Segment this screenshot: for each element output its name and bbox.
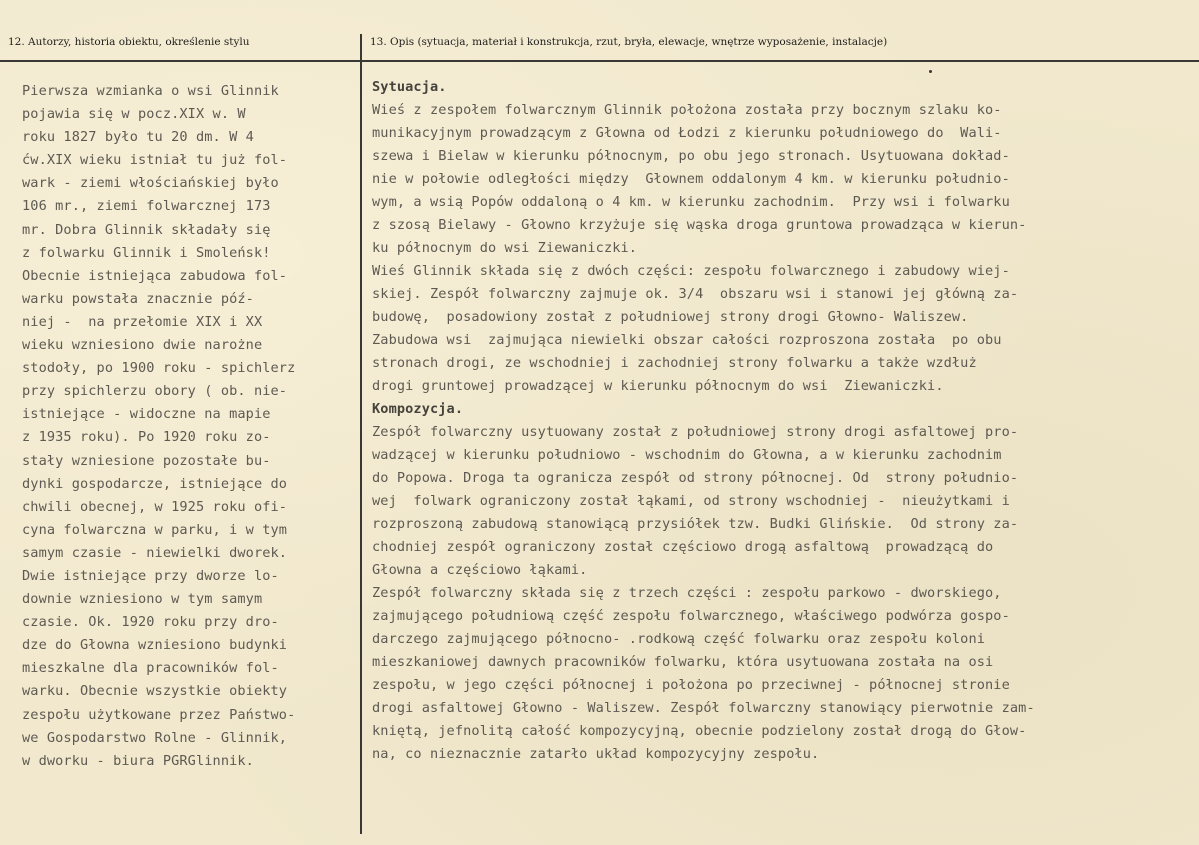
description-text-line: ku północnym do wsi Ziewaniczki. bbox=[372, 240, 638, 256]
description-text-line: Wieś z zespołem folwarcznym Glinnik położona została przy bocznym szlaku ko- bbox=[372, 102, 1002, 118]
history-text-line: 106 mr., ziemi folwarcznej 173 bbox=[22, 198, 271, 215]
history-text-line: stodoły, po 1900 roku - spichlerz bbox=[22, 360, 296, 377]
history-text-line: roku 1827 było tu 20 dm. W 4 bbox=[22, 129, 254, 146]
history-text-line: niej - na przełomie XIX i XX bbox=[22, 313, 263, 330]
history-text-line: czasie. Ok. 1920 roku przy dro- bbox=[22, 614, 279, 631]
history-text-line: cyna folwarczna w parku, i w tym bbox=[22, 521, 288, 538]
history-text-line: dze do Głowna wzniesiono budynki bbox=[22, 637, 288, 654]
description-text-line: z szosą Bielawy - Głowno krzyżuje się wąska droga gruntowa prowadząca w kierun- bbox=[372, 217, 1027, 233]
description-text-line: na, co nieznacznie zatarło układ kompozycyjny zespołu. bbox=[372, 746, 820, 762]
history-text-line: istniejące - widoczne na mapie bbox=[22, 406, 271, 423]
history-text-line: mr. Dobra Glinnik składały się bbox=[22, 221, 271, 238]
description-text-line: skiej. Zespół folwarczny zajmuje ok. 3/4 obszaru wsi i stanowi jej główną za- bbox=[372, 286, 1019, 302]
history-text-line: warku. Obecnie wszystkie obiekty bbox=[22, 683, 288, 700]
description-text-line: wym, a wsią Popów oddaloną o 4 km. w kierunku zachodnim. Przy wsi i folwarku bbox=[372, 194, 1010, 210]
description-text-line: nie w połowie odległości między Głownem oddalonym 4 km. w kierunku południo- bbox=[372, 171, 1010, 187]
history-text-line: warku powstała znacznie póź- bbox=[22, 290, 254, 307]
description-text-line: zajmującego południową część zespołu folwarcznego, właściwego podwórza gospo- bbox=[372, 608, 1010, 624]
header-rule bbox=[0, 60, 1199, 62]
history-text-line: wark - ziemi włościańskiej było bbox=[22, 175, 279, 192]
history-text-line: mieszkalne dla pracowników fol- bbox=[22, 660, 279, 677]
description-text-line: budowę, posadowiony został z południowej strony drogi Głowno- Waliszew. bbox=[372, 309, 969, 325]
column-divider bbox=[360, 34, 362, 834]
description-text-line: drogi gruntowej prowadzącej w kierunku północnym do wsi Ziewaniczki. bbox=[372, 378, 944, 394]
description-text-line: Wieś Glinnik składa się z dwóch części: zespołu folwarcznego i zabudowy wiej- bbox=[372, 263, 1010, 279]
description-text-line: munikacyjnym prowadzącym z Głowna od Łodzi z kierunku południowego do Wali- bbox=[372, 125, 1002, 141]
history-text-line: ćw.XIX wieku istniał tu już fol- bbox=[22, 152, 288, 169]
history-text-line: we Gospodarstwo Rolne - Glinnik, bbox=[22, 729, 288, 746]
description-text-line: mieszkaniowej dawnych pracowników folwarku, która usytuowana została na osi bbox=[372, 654, 994, 670]
history-text-line: z folwarku Glinnik i Smoleńsk! bbox=[22, 244, 271, 261]
description-text-line: rozproszoną zabudową stanowiącą przysiółek tzw. Budki Glińskie. Od strony za- bbox=[372, 516, 1019, 532]
section-heading: Kompozycja. bbox=[372, 401, 464, 417]
description-text-column bbox=[372, 76, 1192, 766]
section-12-header: 12. Autorzy, historia obiektu, określenie stylu bbox=[8, 36, 250, 48]
history-text-line: Pierwsza wzmianka o wsi Glinnik bbox=[22, 83, 279, 99]
description-text-line: wej folwark ograniczony został łąkami, od strony wschodniej - nieużytkami i bbox=[372, 493, 1010, 509]
description-text-line: wadzącej w kierunku południowo - wschodnim do Głowna, a w kierunku zachodnim bbox=[372, 447, 1002, 463]
section-13-header: 13. Opis (sytuacja, materiał i konstrukcja, rzut, bryła, elewacje, wnętrze wyposażenie, instalacje) bbox=[370, 36, 888, 48]
history-text-line: zespołu użytkowane przez Państwo- bbox=[22, 706, 296, 723]
history-text-line: Dwie istniejące przy dworze lo- bbox=[22, 567, 279, 584]
history-text-line: w dworku - biura PGRGlinnik. bbox=[22, 752, 254, 769]
history-text-line: z 1935 roku). Po 1920 roku zo- bbox=[22, 429, 271, 446]
description-text-line: drogi asfaltowej Głowno - Waliszew. Zespół folwarczny stanowiący pierwotnie zam- bbox=[372, 700, 1035, 716]
history-text-line: przy spichlerzu obory ( ob. nie- bbox=[22, 383, 288, 400]
description-text-line: zespołu, w jego części północnej i położona po przeciwnej - północnej stronie bbox=[372, 677, 1010, 693]
history-text-line: stały wzniesione pozostałe bu- bbox=[22, 452, 271, 469]
history-text-line: dynki gospodarcze, istniejące do bbox=[22, 475, 288, 492]
description-text-line: do Popowa. Droga ta ogranicza zespół od strony północnej. Od strony południo- bbox=[372, 470, 1019, 486]
history-text-line: wieku wzniesiono dwie narożne bbox=[22, 337, 263, 354]
history-text-line: downie wzniesiono w tym samym bbox=[22, 591, 263, 608]
ink-dot bbox=[929, 70, 932, 73]
description-text-line: kniętą, jefnolitą całość kompozycyjną, obecnie podzielony został drogą do Głow- bbox=[372, 723, 1027, 739]
description-text-line: stronach drogi, ze wschodniej i zachodniej strony folwarku a także wzdłuż bbox=[372, 355, 977, 371]
history-text-line: Obecnie istniejąca zabudowa fol- bbox=[22, 267, 288, 284]
history-text-line: samym czasie - niewielki dworek. bbox=[22, 544, 288, 561]
history-text-line: pojawia się w pocz.XIX w. W bbox=[22, 106, 246, 123]
description-text-line: Zespół folwarczny składa się z trzech części : zespołu parkowo - dworskiego, bbox=[372, 585, 1002, 601]
section-heading: Sytuacja. bbox=[372, 79, 447, 95]
description-text-line: darczego zajmującego północno- .rodkową część folwarku oraz zespołu koloni bbox=[372, 631, 986, 647]
description-text-line: Zespół folwarczny usytuowany został z południowej strony drogi asfaltowej pro- bbox=[372, 424, 1019, 440]
description-text-line: chodniej zespół ograniczony został częściowo drogą asfaltową prowadzącą do bbox=[372, 539, 994, 555]
history-text-line: chwili obecnej, w 1925 roku ofi- bbox=[22, 498, 288, 515]
history-text-column bbox=[22, 80, 356, 773]
description-text-line: Głowna a częściowo łąkami. bbox=[372, 562, 588, 578]
description-text-line: Zabudowa wsi zajmująca niewielki obszar całości rozproszona została po obu bbox=[372, 332, 1002, 348]
description-text-line: szewa i Bielaw w kierunku północnym, po obu jego stronach. Usytuowana dokład- bbox=[372, 148, 1010, 164]
